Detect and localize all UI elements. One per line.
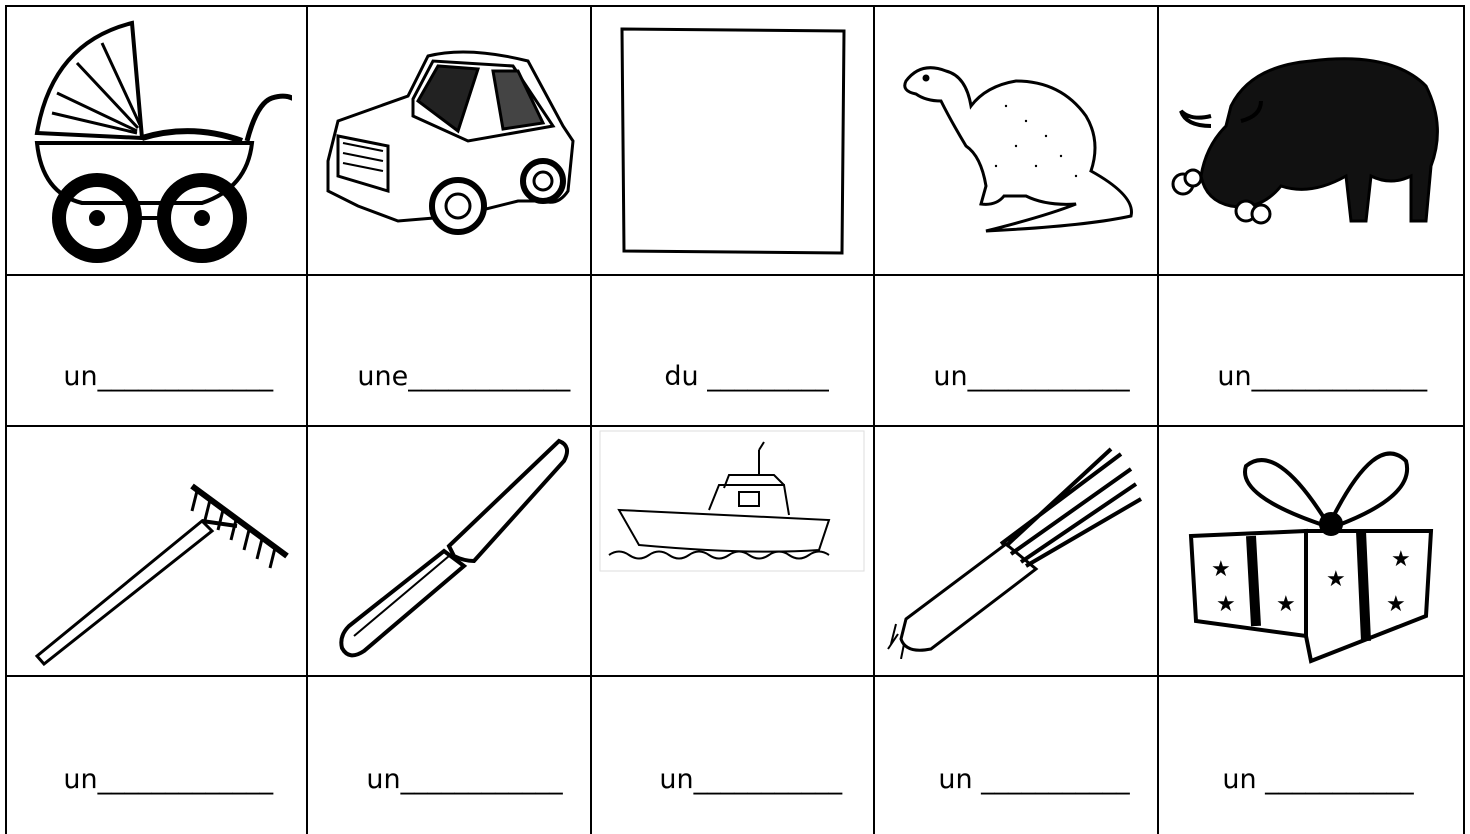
article-text: un [63, 764, 98, 795]
answer-label [29, 733, 273, 826]
picture-cell-leek [875, 428, 1156, 674]
answer-blank[interactable]: _________ [707, 361, 829, 392]
answer-blank[interactable]: ___________ [1265, 764, 1414, 795]
answer-label [332, 733, 563, 826]
answer-blank[interactable]: _____________ [1251, 361, 1428, 392]
car-icon [318, 41, 580, 241]
answer-label [630, 330, 829, 423]
rake-icon [22, 436, 292, 666]
answer-label [29, 330, 273, 423]
article-text: un [63, 361, 98, 392]
answer-label [323, 330, 570, 423]
article-text: un [366, 764, 401, 795]
pram-icon [22, 13, 292, 268]
svg-text:★: ★ [1210, 557, 1231, 582]
answer-label [1188, 733, 1414, 826]
dinosaur-icon [886, 46, 1146, 236]
grid-line [1463, 5, 1465, 834]
grid-line [5, 425, 1465, 427]
picture-cell-boat [592, 428, 872, 674]
picture-cell-empty-frame [592, 8, 872, 273]
leek-icon [886, 444, 1146, 659]
grid-line [5, 5, 7, 834]
answer-blank[interactable]: ___________ [981, 764, 1130, 795]
svg-text:★: ★ [1275, 592, 1296, 617]
article-text: un [938, 764, 973, 795]
answer-blank[interactable]: ____________ [408, 361, 571, 392]
answer-label [899, 330, 1130, 423]
picture-cell-car [309, 8, 589, 273]
answer-label [625, 733, 842, 826]
boat-icon [599, 430, 865, 572]
article-text: un [933, 361, 968, 392]
picture-cell-pram [8, 8, 305, 273]
answer-blank[interactable]: ____________ [400, 764, 563, 795]
answer-blank[interactable]: ___________ [693, 764, 843, 795]
picture-cell-bull [1159, 8, 1462, 273]
picture-cell-knife [309, 428, 589, 674]
article-text: une [357, 361, 409, 392]
knife-icon [324, 436, 574, 666]
grid-line [5, 5, 1465, 7]
grid-line [5, 675, 1465, 677]
article-text: un [659, 764, 694, 795]
answer-label [904, 733, 1130, 826]
svg-text:★: ★ [1390, 547, 1411, 572]
picture-cell-dinosaur [875, 8, 1156, 273]
svg-text:★: ★ [1325, 567, 1346, 592]
answer-blank[interactable]: _____________ [97, 361, 274, 392]
grid-line [5, 274, 1465, 276]
grid-line [306, 5, 308, 834]
answer-blank[interactable]: _____________ [97, 764, 274, 795]
svg-text:★: ★ [1385, 592, 1406, 617]
svg-text:★: ★ [1215, 592, 1236, 617]
article-text: du [664, 361, 699, 392]
answer-blank[interactable]: ____________ [967, 361, 1130, 392]
picture-cell-rake [8, 428, 305, 674]
empty-frame-icon [612, 21, 852, 261]
answer-label [1183, 330, 1427, 423]
gift-icon [1176, 436, 1446, 666]
article-text: un [1222, 764, 1257, 795]
picture-cell-gift [1159, 428, 1462, 674]
bull-icon [1171, 46, 1451, 236]
article-text: un [1217, 361, 1252, 392]
